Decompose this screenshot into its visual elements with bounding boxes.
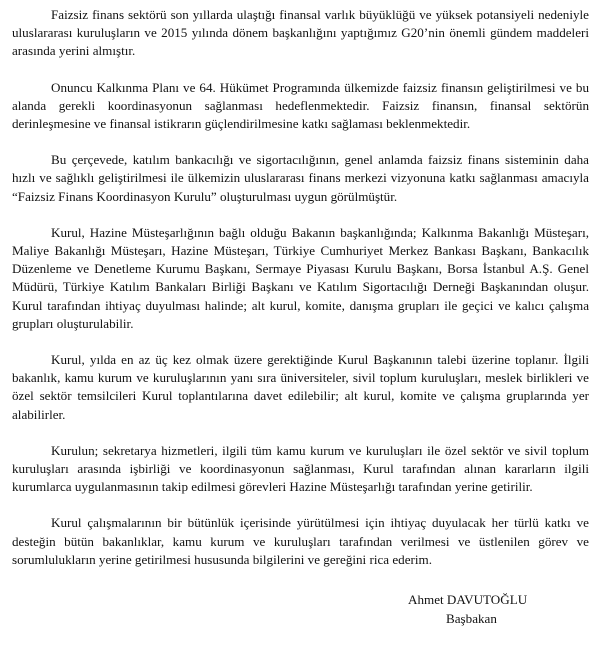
paragraph: Kurulun; sekretarya hizmetleri, ilgili tüm kamu kurum ve kuruluşları ile özel sektör ve sivil toplum kuruluşları arasında işbirliği ve koordinasyonun sağlanması, Kurul tarafından alınan kararların ilgili kurumlarca uygulanmasının takip edilmesi görevleri Hazine Müsteşarlığı tarafından yerine getirilir. — [12, 442, 589, 495]
paragraph: Bu çerçevede, katılım bankacılığı ve sigortacılığının, genel anlamda faizsiz finans sisteminin daha hızlı ve sağlıklı geliştirilmesi ile ülkemizin uluslararası finans merkezi vizyonuna katkı sağlanması amacıyla “Faizsiz Finans Koordinasyon Kurulu” oluşturulması uygun görülmüştür. — [12, 152, 589, 204]
paragraph: Kurul çalışmalarının bir bütünlük içerisinde yürütülmesi için ihtiyaç duyulacak her türlü katkı ve desteğin bütün bakanlıklar, kamu kurum ve kuruluşları tarafından verilmesi ve üstlenilen görev ve sorumlulukların yerine getirilmesi hususunda bilgilerini ve gereğini rica ederim. — [12, 515, 589, 567]
signatory-name: Ahmet DAVUTOĞLU — [408, 592, 528, 607]
signature-block — [408, 590, 588, 628]
paragraph: Kurul, yılda en az üç kez olmak üzere gerektiğinde Kurul Başkanının talebi üzerine toplanır. İlgili bakanlık, kamu kurum ve kuruluşlarının yanı sıra üniversiteler, sivil toplum kuruluşları, meslek birlikleri ve özel sektör temsilcileri Kurul toplantılarına davet edilebilir; alt kurul, komite ve çalışma gruplarında yer alabilirler. — [12, 352, 589, 422]
paragraph: Faizsiz finans sektörü son yıllarda ulaştığı finansal varlık büyüklüğü ve yüksek potansiyeli nedeniyle uluslararası kuruluşların ve 2015 yılında dönem başkanlığını yaptığımız G20’nin önemli gündem maddeleri arasında yerini almıştır. — [12, 7, 589, 59]
signatory-title: Başbakan — [446, 611, 497, 626]
paragraph: Kurul, Hazine Müsteşarlığının bağlı olduğu Bakanın başkanlığında; Kalkınma Bakanlığı Müsteşarı, Maliye Bakanlığı Müsteşarı, Hazine Müsteşarı, Türkiye Cumhuriyet Merkez Bankası Başkanı, Bankacılık Düzenleme ve Denetleme Kurumu Başkanı, Sermaye Piyasası Kurulu Başkanı, Borsa İstanbul A.Ş. Genel Müdürü, Türkiye Katılım Bankaları Birliği Başkanı ve Katılım Sigortacılığı Derneği Başkanından oluşur. Kurul tarafından ihtiyaç duyulması halinde; alt kurul, komite, danışma grupları ile geçici ve kalıcı çalışma grupları oluşturulabilir. — [12, 224, 589, 331]
paragraph: Onuncu Kalkınma Planı ve 64. Hükümet Programında ülkemizde faizsiz finansın geliştirilmesi ve bu alanda gerekli koordinasyonun sağlanması hedeflenmektedir. Faizsiz finansın, finansal sektörün derinleşmesine ve finansal istikrarın güçlendirilmesine katkı sağlaması beklenmektedir. — [12, 79, 589, 132]
